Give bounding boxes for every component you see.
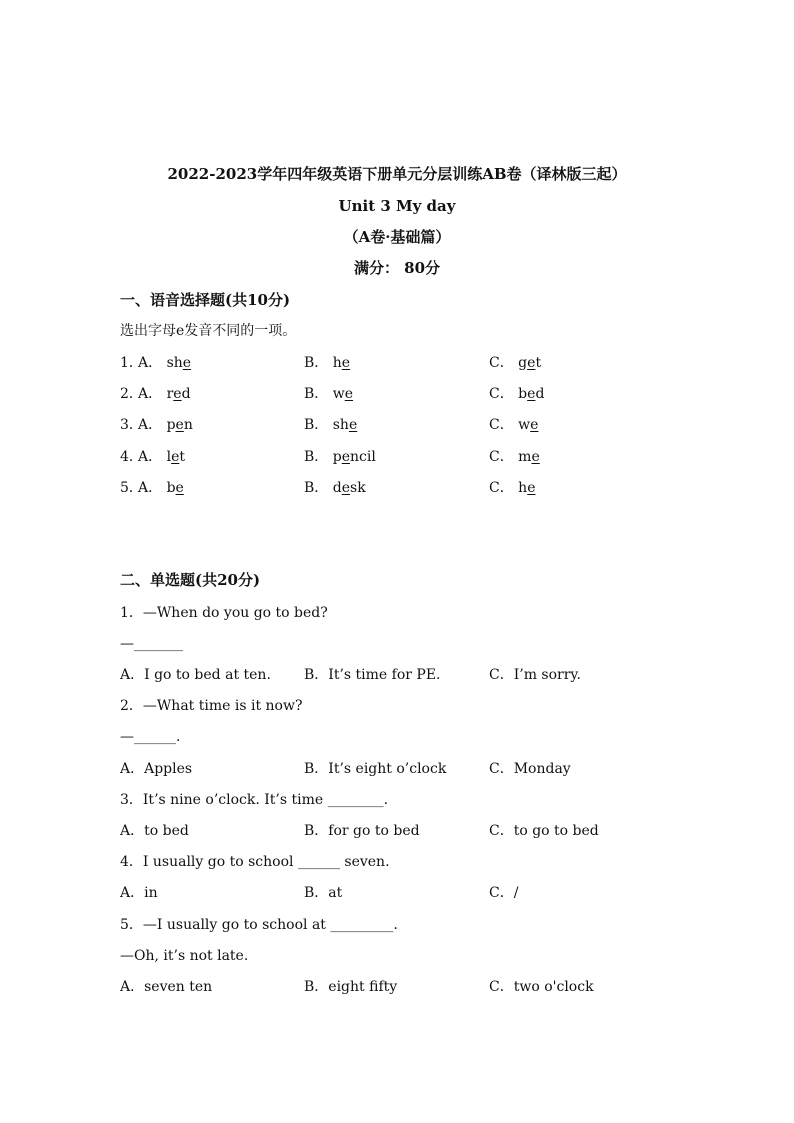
option-c[interactable] <box>489 384 544 404</box>
option-b[interactable] <box>304 415 357 435</box>
option-label: A． <box>138 480 163 496</box>
word-part: w <box>332 386 345 402</box>
q3-options <box>120 821 680 841</box>
q4-option-a[interactable]: A．in <box>120 885 158 901</box>
q5-option-c[interactable]: C．two o'clock <box>489 979 594 995</box>
word-part: d <box>181 386 191 402</box>
q4-option-c[interactable]: C．/ <box>489 885 519 901</box>
word-part: n <box>183 417 193 433</box>
word-part: p <box>166 417 176 433</box>
word-part: l <box>166 449 172 465</box>
question-number: 1． <box>120 355 143 371</box>
option-label: A． <box>138 417 163 433</box>
word-part: m <box>518 449 532 465</box>
section1-instruction: 选出字母e发音不同的一项。 <box>120 323 297 339</box>
q2-stem: 2．—What time is it now? <box>120 698 303 714</box>
word-part: d <box>332 480 342 496</box>
q1-options <box>120 665 680 685</box>
q2-answer-blank: —______. <box>120 729 181 745</box>
word-part: d <box>535 386 545 402</box>
volume-label: （A卷·基础篇） <box>343 228 451 246</box>
q5-option-b[interactable]: B．eight fifty <box>304 979 398 995</box>
phonics-question-1 <box>120 353 680 373</box>
option-label: B． <box>304 480 329 496</box>
q2-options <box>120 759 680 779</box>
option-label: C． <box>489 449 514 465</box>
q1-answer-blank: —_______ <box>120 636 183 652</box>
q2-option-a[interactable]: A．Apples <box>120 761 193 777</box>
word-part: h <box>518 480 528 496</box>
phonics-question-3 <box>120 415 680 435</box>
q1-stem: 1．—When do you go to bed? <box>120 605 328 621</box>
underlined-letter: e <box>530 417 539 433</box>
word-part: sh <box>166 355 183 371</box>
option-label: A． <box>138 355 163 371</box>
q1-option-c[interactable]: C．I’m sorry. <box>489 667 581 683</box>
option-b[interactable] <box>304 478 366 498</box>
option-b[interactable] <box>304 384 353 404</box>
option-b[interactable] <box>304 353 350 373</box>
q5-options <box>120 977 680 997</box>
option-a[interactable] <box>138 415 193 435</box>
option-label: B． <box>304 386 329 402</box>
underlined-letter: e <box>341 480 351 496</box>
underlined-letter: e <box>173 386 182 402</box>
word-part: h <box>332 355 342 371</box>
document-title: 2022-2023学年四年级英语下册单元分层训练AB卷（译林版三起） <box>167 165 627 183</box>
underlined-letter: e <box>527 386 536 402</box>
q4-options <box>120 883 680 903</box>
option-c[interactable] <box>489 478 536 498</box>
total-score: 满分： 80分 <box>353 259 441 277</box>
word-part: t <box>179 449 185 465</box>
word-part: ncil <box>350 449 376 465</box>
question-number: 5． <box>120 480 143 496</box>
phonics-question-5 <box>120 478 680 498</box>
q4-stem: 4．I usually go to school ______ seven. <box>120 854 390 870</box>
q1-option-b[interactable]: B．It’s time for PE. <box>304 667 441 683</box>
q3-option-a[interactable]: A．to bed <box>120 823 189 839</box>
q2-option-c[interactable]: C．Monday <box>489 761 571 777</box>
option-label: B． <box>304 449 329 465</box>
option-label: A． <box>138 386 163 402</box>
underlined-letter: e <box>171 449 180 465</box>
q1-option-a[interactable]: A．I go to bed at ten. <box>120 667 271 683</box>
option-a[interactable] <box>138 384 191 404</box>
underlined-letter: e <box>182 355 192 371</box>
question-number: 4． <box>120 449 143 465</box>
option-label: C． <box>489 386 514 402</box>
underlined-letter: e <box>175 417 184 433</box>
word-part: b <box>518 386 528 402</box>
word-part: sk <box>350 480 366 496</box>
word-part: w <box>518 417 531 433</box>
q5-stem: 5．—I usually go to school at _________. <box>120 917 398 933</box>
option-label: C． <box>489 417 514 433</box>
underlined-letter: e <box>527 355 536 371</box>
word-part: sh <box>332 417 349 433</box>
q3-option-c[interactable]: C．to go to bed <box>489 823 599 839</box>
section1-title: 一、语音选择题(共10分) <box>120 291 291 309</box>
q5-option-a[interactable]: A．seven ten <box>120 979 213 995</box>
question-number: 3． <box>120 417 143 433</box>
underlined-letter: e <box>344 386 354 402</box>
option-c[interactable] <box>489 447 540 467</box>
underlined-letter: e <box>341 449 351 465</box>
option-b[interactable] <box>304 447 376 467</box>
word-part: p <box>332 449 342 465</box>
option-label: B． <box>304 417 329 433</box>
q4-option-b[interactable]: B．at <box>304 885 343 901</box>
underlined-letter: e <box>341 355 351 371</box>
underlined-letter: e <box>531 449 540 465</box>
underlined-letter: e <box>175 480 184 496</box>
word-part: t <box>535 355 542 371</box>
underlined-letter: e <box>527 480 536 496</box>
word-part: r <box>166 386 174 402</box>
q2-option-b[interactable]: B．It’s eight o’clock <box>304 761 447 777</box>
q3-option-b[interactable]: B．for go to bed <box>304 823 420 839</box>
q5-reply: —Oh, it’s not late. <box>120 948 249 964</box>
q3-stem: 3．It’s nine o’clock. It’s time ________. <box>120 792 389 808</box>
option-a[interactable] <box>138 447 185 467</box>
option-label: C． <box>489 480 514 496</box>
option-c[interactable] <box>489 353 541 373</box>
unit-title: Unit 3 My day <box>338 197 456 215</box>
option-a[interactable] <box>138 478 184 498</box>
question-number: 2． <box>120 386 143 402</box>
option-label: B． <box>304 355 329 371</box>
section2-title: 二、单选题(共20分) <box>120 571 261 589</box>
phonics-question-4 <box>120 447 680 467</box>
option-c[interactable] <box>489 415 538 435</box>
underlined-letter: e <box>348 417 358 433</box>
word-part: g <box>518 355 528 371</box>
phonics-question-2 <box>120 384 680 404</box>
option-label: C． <box>489 355 514 371</box>
option-a[interactable] <box>138 353 191 373</box>
option-label: A． <box>138 449 163 465</box>
word-part: b <box>166 480 176 496</box>
